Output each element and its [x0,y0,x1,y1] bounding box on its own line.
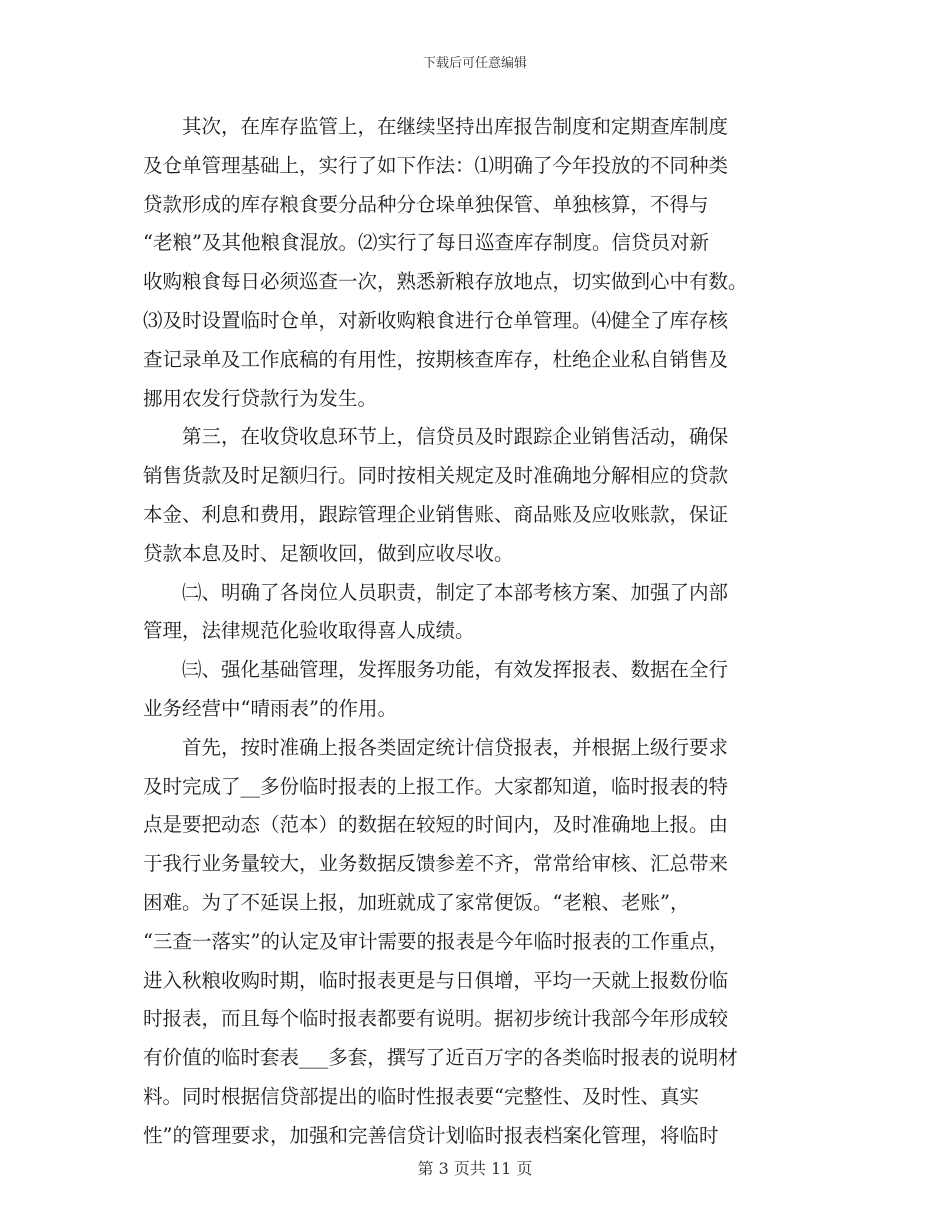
text-line: 业务经营中“晴雨表”的作用。 [143,696,397,720]
text-line: 本金、利息和费用，跟踪管理企业销售账、商品账及应收账款，保证 [143,502,729,526]
text-line: ㈢、强化基础管理，发挥服务功能，有效发挥报表、数据在全行 [143,658,729,682]
text-line: “老粮”及其他粮食混放。⑵实行了每日巡查库存制度。信贷员对新 [143,231,709,255]
text-line: ⑶及时设置临时仓单，对新收购粮食进行仓单管理。⑷健全了库存核 [143,308,729,332]
text-line: ㈡、明确了各岗位人员职责，制定了本部考核方案、加强了内部 [143,580,729,604]
text-line: 管理，法律规范化验收取得喜人成绩。 [143,619,475,643]
text-line: 性”的管理要求，加强和完善信贷计划临时报表档案化管理，将临时 [143,1123,719,1147]
page-footer: 第 3 页共 11 页 [417,1159,533,1178]
text-line: 收购粮食每日必须巡查一次，熟悉新粮存放地点，切实做到心中有数。 [143,270,748,294]
text-line: 贷款本息及时、足额收回，做到应收尽收。 [143,541,514,565]
text-line: 困难。为了不延误上报，加班就成了家常便饭。“老粮、老账”， [143,890,690,914]
text-line: 首先，按时准确上报各类固定统计信贷报表，并根据上级行要求 [143,735,729,759]
text-line: 时报表，而且每个临时报表都要有说明。据初步统计我部今年形成较 [143,1007,729,1031]
text-line: 第三，在收贷收息环节上，信贷员及时跟踪企业销售活动，确保 [143,425,729,449]
text-line: 其次，在库存监管上，在继续坚持出库报告制度和定期查库制度 [143,115,729,138]
text-line: 销售货款及时足额归行。同时按相关规定及时准确地分解相应的贷款 [143,464,729,488]
text-line: 料。同时根据信贷部提出的临时性报表要“完整性、及时性、真实 [143,1084,699,1108]
text-line: 进入秋粮收购时期，临时报表更是与日俱增，平均一天就上报数份临 [143,968,729,992]
text-line: 挪用农发行贷款行为发生。 [143,386,378,410]
text-line: 于我行业务量较大，业务数据反馈参差不齐，常常给审核、汇总带来 [143,852,729,876]
text-line: 及时完成了__多份临时报表的上报工作。大家都知道，临时报表的特 [143,774,729,798]
text-line: 点是要把动态（范本）的数据在较短的时间内，及时准确地上报。由 [143,813,729,837]
text-line: 有价值的临时套表___多套，撰写了近百万字的各类临时报表的说明材 [143,1046,738,1070]
text-line: 贷款形成的库存粮食要分品种分仓垛单独保管、单独核算，不得与 [143,192,709,216]
text-line: “三查一落实”的认定及审计需要的报表是今年临时报表的工作重点， [143,929,729,953]
document-body [143,108,808,1156]
text-line: 查记录单及工作底稿的有用性，按期核查库存，杜绝企业私自销售及 [143,347,729,371]
text-line: 及仓单管理基础上，实行了如下作法：⑴明确了今年投放的不同种类 [143,153,729,177]
page-header: 下载后可任意编辑 [422,56,527,71]
